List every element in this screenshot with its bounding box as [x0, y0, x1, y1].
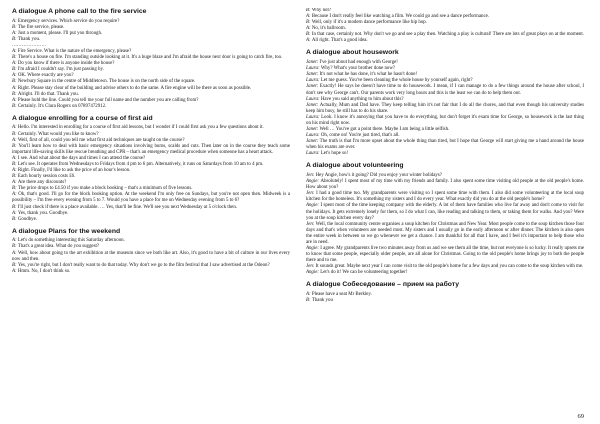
speaker-label: B: — [306, 298, 312, 304]
speaker-label: A: — [12, 180, 18, 186]
speaker-label: B: — [306, 32, 312, 38]
line-text: OK. Where exactly are you? — [17, 73, 74, 79]
line-text: Please hold the line. Could you tell me your full name and the number you are calling from? — [17, 97, 199, 103]
dialogue-line — [306, 246, 584, 264]
speaker-label: Janet: — [306, 102, 320, 108]
line-text: Right. Finally, I'd like to ask the price of an hour's lesson. — [17, 168, 131, 174]
line-text: Hey Angie, how's it going? Did you enjoy your winter holidays? — [315, 173, 442, 179]
speaker-label: B: — [12, 131, 18, 137]
line-text: Hmm. No, I don't think so. — [17, 268, 71, 274]
speaker-label: B: — [12, 67, 18, 73]
line-text: Do you know if there is anyone inside the house? — [17, 61, 115, 67]
line-text: Thank you. — [17, 36, 41, 42]
line-text: Yes, thank you. Goodbye. — [17, 210, 69, 216]
speaker-label: Laura: — [306, 114, 322, 120]
dialogue-line — [12, 104, 290, 110]
section-title: A dialogue about volunteering — [306, 162, 404, 170]
dialogue-line — [306, 270, 584, 276]
speaker-label: B: — [12, 103, 18, 109]
line-text: The fire service, please. — [17, 24, 65, 30]
line-text: Emergency services. Which service do you require? — [17, 18, 120, 24]
speaker-label: A: — [306, 38, 312, 44]
speaker-label: B: — [12, 186, 18, 192]
section-title: A dialogue Plans for the weekend — [12, 227, 121, 235]
line-text: Let's see. It operates from Wednesdays to Fridays from 4 pm to 6 pm. Alternatively, it runs on Saturdays from 10 am to 4 pm. — [17, 161, 264, 167]
speaker-label: B: — [12, 161, 18, 167]
dialogue-line — [12, 217, 290, 223]
line-text: It sounds great. Maybe next year I can come visit to the old people's home for a few days and you can come to the soup kitchen with me. — [315, 264, 584, 270]
line-text: I've just about had enough with George! — [319, 60, 398, 66]
speaker-label: Angie: — [306, 179, 321, 185]
speaker-label: A: — [12, 155, 18, 161]
speaker-label: B: — [12, 24, 18, 30]
line-text: Please have a seat Mr Berkley. — [311, 292, 372, 298]
speaker-label: Jen: — [306, 191, 317, 197]
line-text: I had a good time too. My grandparents were visiting so I spent some time with them. I also did some volunteering at the local soup kitchen for the homeless. It's something my sisters and I do every year. What exactly did you do at the old people's home? — [306, 191, 584, 203]
speaker-label: Laura: — [306, 96, 321, 102]
line-text: In that case, certainly not. Why don't we go and see a play then. Watching a play is cultural! There are lots of great plays on at the moment. — [311, 32, 584, 38]
speaker-label: A: — [12, 30, 18, 36]
line-text: Each hourly session costs £6. — [17, 174, 76, 180]
line-text: Goodbye. — [17, 216, 37, 222]
line-text: Certainly. It's Clara Rogers on 07897472912. — [17, 103, 107, 109]
line-text: Are there any discounts? — [17, 180, 67, 186]
dialogue-line — [306, 151, 584, 157]
line-text: Fire Service. What is the nature of the emergency, please? — [17, 49, 132, 55]
speaker-label: B: — [12, 174, 18, 180]
line-text: Have you said anything to him about this? — [320, 96, 404, 102]
dialogue-line — [12, 144, 290, 156]
dialogue-line — [306, 139, 584, 151]
dialogue-line — [306, 38, 584, 44]
line-text: Let's do it! We can be volunteering together! — [320, 270, 408, 276]
dialogue-line — [12, 192, 290, 204]
speaker-label: A: — [12, 49, 18, 55]
line-text: Well, only if it's a modern dance performance like hip hop. — [311, 20, 427, 26]
line-text: Actually, Mum and Dad have. They keep telling him it's not fair that I do all the chores, and that even though his university studies keep him busy, he still has to do his share. — [306, 102, 584, 114]
speaker-label: A: — [12, 85, 18, 91]
speaker-label: B: — [306, 20, 312, 26]
line-text: Well, the local community centre organises a soup kitchen for Christmas and New Year. Most people come to the soup kitchen those four days and that's when volunteers are needed most. My sisters and I usually go in the early afternoon or after dinner. The kitchen is also open the entire week in between so we go whenever we get a chance. I am thankful for all that I have, and I feel it's important to help those who are in need. — [306, 221, 584, 245]
speaker-label: A: — [12, 18, 18, 24]
line-text: I agree. My grandparents live two minutes away from us and we see them all the time, but not everyone is so lucky. It really upsets me to know that some people, especially older people, are all alone for Christmas. Going to the old people's home brings joy to both the people there and to me. — [306, 245, 584, 264]
line-text: Let me guess. You've been cleaning the whole house by yourself again, right? — [320, 78, 473, 84]
line-text: All right. That's a good idea. — [311, 38, 368, 44]
line-text: I see. And what about the days and times I can attend the course? — [17, 155, 146, 161]
speaker-label: Janet: — [306, 60, 320, 66]
dialogue-line — [306, 203, 584, 221]
speaker-label: Jen: — [306, 221, 316, 227]
speaker-label: A: — [306, 14, 312, 20]
speaker-label: B: — [12, 55, 18, 61]
line-text: Let's do something interesting this Saturday afternoon. — [17, 238, 125, 244]
line-text: Absolutely! I spent most of my time with my friends and family. I also spent some time visiting old people at the old people's home. How about you? — [306, 179, 584, 191]
line-text: Alright. I'll do that. Thank you. — [17, 91, 79, 97]
speaker-label: A: — [12, 73, 18, 79]
line-text: You'll learn how to deal with basic emergency situations involving burns, scalds and cuts. Then later on in the course they teach some important life-saving skills like rescue breathing and CPR – that's an emergency medical procedure when someone has a heart attack. — [12, 143, 290, 155]
line-text: Why not? — [311, 8, 331, 13]
dialogue-line — [306, 115, 584, 127]
dialogue-line — [306, 191, 584, 203]
speaker-label: B: — [12, 262, 18, 268]
dialogue-line — [306, 179, 584, 191]
line-text: ………………… — [12, 42, 47, 48]
line-text: That's a great idea. What do you suggest? — [17, 244, 100, 250]
speaker-label: Janet: — [306, 72, 320, 78]
line-text: Well, how about going to the art exhibition at the museum since we both like art. Also, it's good to have a bit of culture in our lives every now and then. — [12, 250, 290, 262]
speaker-label: B: — [12, 244, 18, 250]
speaker-label: A: — [12, 125, 18, 131]
speaker-label: B: — [12, 91, 18, 97]
line-text: Well, first of all, could you tell me what first aid techniques are taught on the course? — [17, 137, 185, 143]
line-text: I'm afraid I couldn't say. I'm just passing by. — [17, 67, 104, 73]
speaker-label: A: — [12, 168, 18, 174]
dialogue-line — [306, 103, 584, 115]
speaker-label: Angie: — [306, 245, 321, 251]
line-text: Exactly! He says he doesn't have time to do housework. I mean, if I can manage to do a few things around the house after school, I don't see why George can't. Our parents work very long hours and this is the least we can do to help them out. — [306, 84, 584, 96]
dialogue-line — [12, 269, 290, 275]
line-text: Hello. I'm interested in enrolling for a course of first aid lessons, but I wonder if I could first ask you a few questions about it. — [17, 125, 264, 131]
speaker-label: A: — [12, 61, 18, 67]
speaker-label: A: — [12, 250, 18, 256]
line-text: Because I don't really feel like watching a film. We could go and see a dance performance. — [311, 14, 490, 20]
speaker-label: Jen: — [306, 173, 316, 179]
speaker-label: Angie: — [306, 203, 321, 209]
dialogue-line — [306, 84, 584, 96]
speaker-label: B: — [12, 216, 18, 222]
speaker-label: B: — [12, 143, 19, 149]
line-text: The truth is that I'm more upset about the whole thing than tired, but I hope that George will start giving me a hand around the house when his exams are over. — [306, 139, 584, 151]
speaker-label: A: — [12, 192, 19, 198]
speaker-label: B: — [12, 79, 18, 85]
line-text: I'll just check if there is a place available. … Yes, that'll be fine. We'll see you next Wednesday at 5 o'clock then. — [17, 204, 238, 210]
speaker-label: Laura: — [306, 151, 321, 157]
left-column — [12, 8, 290, 412]
speaker-label: Laura: — [306, 78, 321, 84]
speaker-label: A: — [12, 238, 18, 244]
page-number: 69 — [577, 413, 584, 420]
speaker-label: Janet: — [306, 84, 320, 90]
line-text: Why? What's your brother done now? — [320, 66, 396, 72]
line-text: Newbury Square in the centre of Middletown. The house is on the north side of the square. — [17, 79, 196, 85]
line-text: Right. Please stay clear of the building and advise others to do the same. A fire engine will be there as soon as possible. — [17, 85, 252, 91]
speaker-label: B: — [306, 8, 312, 13]
line-text: Well … You've got a point there. Maybe I am being a little selfish. — [319, 126, 450, 132]
speaker-label: A: — [306, 26, 312, 32]
section-title: A dialogue Собеседование – прием на работу — [306, 281, 460, 289]
line-text: Yes, you're right, but I don't really want to do that today. Why don't we go to the film festival that I saw advertised at the Odeon? — [17, 262, 270, 268]
section-title: A dialogue enrolling for a course of first aid — [12, 114, 153, 122]
speaker-label: B: — [12, 204, 18, 210]
speaker-label: Angie: — [306, 270, 321, 276]
line-text: There's a house on fire. I'm standing outside looking at it. It's a huge blaze and I'm afraid the house next door is going to catch fire, too. — [17, 55, 283, 61]
speaker-label: B: — [12, 36, 18, 42]
speaker-label: A: — [12, 268, 18, 274]
line-text: I spent most of the time keeping company with the elderly. A lot of them have families who live far away and don't come to visit for the holidays. It gets extremely lonely for them, so I do what I can, like reading and talking to them, or taking them for walks. And you? Were you at the soup kitchen every day? — [306, 203, 584, 221]
line-text: Just a moment, please. I'll put you through. — [17, 30, 103, 36]
line-text: It's not what he has done, it's what he hasn't done! — [319, 72, 418, 78]
speaker-label: Janet: — [306, 139, 320, 145]
speaker-label: Laura: — [306, 66, 321, 72]
dialogue-line — [306, 298, 584, 304]
line-text: Thank you — [311, 298, 333, 304]
line-text: Oh, come on! You're just tired, that's all. — [320, 133, 400, 139]
section-title: A dialogue A phone call to the fire service — [12, 8, 147, 15]
line-text: Ok, that's good. I'll go for the block booking option. At the weekend I'm only free on Sundays, but you're not open then. Midweek is a possibility – I'm free every evening from 5 to 7. Would you have a place for me on Wednesday evening from 5 to 6? — [12, 192, 290, 204]
speaker-label: A: — [12, 137, 18, 143]
line-text: Look. I know it's annoying that you have to do everything, but don't forget it's exam time for George, so housework is the last thing on his mind right now. — [306, 114, 584, 126]
dialogue-line — [12, 251, 290, 263]
speaker-label: A: — [12, 97, 18, 103]
line-text: Let's hope so! — [320, 151, 349, 157]
section-title: A dialogue about housework — [306, 49, 399, 57]
speaker-label: A: — [12, 210, 18, 216]
line-text: The price drops to £4.50 if you make a block booking – that's a minimum of five lessons. — [17, 186, 193, 192]
right-column — [306, 8, 584, 412]
line-text: Certainly. What would you like to know? — [17, 131, 99, 137]
line-text: No, it's ballroom. — [311, 26, 346, 32]
speaker-label: A: — [306, 292, 312, 298]
dialogue-line — [306, 222, 584, 246]
speaker-label: Jen: — [306, 264, 316, 270]
speaker-label: Janet: — [306, 126, 320, 132]
two-column-layout — [12, 8, 588, 412]
speaker-label: Laura: — [306, 133, 321, 139]
